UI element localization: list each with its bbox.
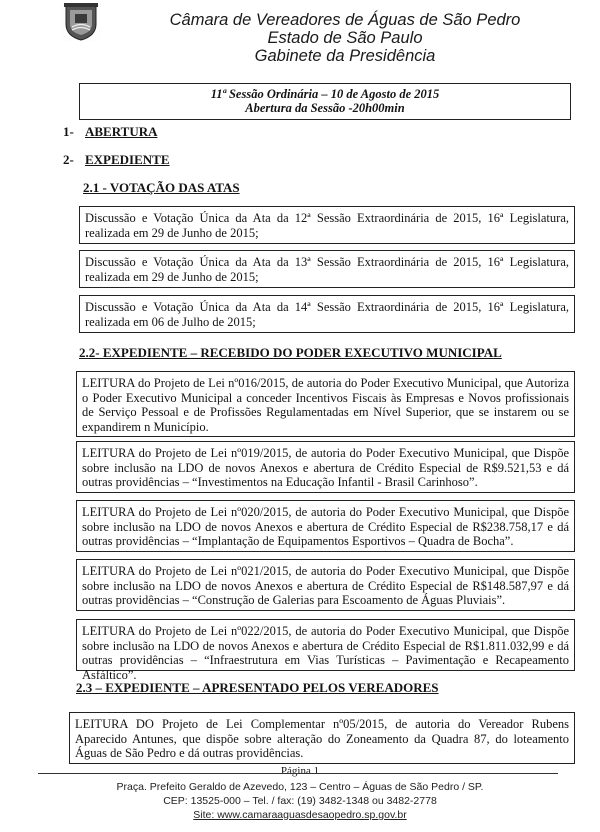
executivo-item: LEITURA do Projeto de Lei nº021/2015, de autoria do Poder Executivo Municipal, que Dispõe sobre inclusão na LDO de novos Anexos e abertura de Crédito Especial de R$148.587,97 e dá outras providências – “Construção de Galerias para Escoamento de Águas Pluviais”. bbox=[76, 559, 575, 611]
session-title: 11ª Sessão Ordinária – 10 de Agosto de 2015 bbox=[210, 87, 440, 101]
footer-site: Site: www.camaraaguasdesaopedro.sp.gov.br bbox=[193, 809, 407, 821]
section-label: ABERTURA bbox=[85, 124, 158, 139]
section-abertura bbox=[63, 124, 158, 140]
vereadores-item: LEITURA DO Projeto de Lei Complementar nº05/2015, de autoria do Vereador Rubens Aparecido Antunes, que dispõe sobre alteração do Zoneamento da Quadra 87, do loteamento Águas de São Pedro e dá outras providências. bbox=[69, 712, 575, 764]
section-label: EXPEDIENTE bbox=[85, 152, 170, 167]
section-number: 2- bbox=[63, 152, 74, 167]
ata-item: Discussão e Votação Única da Ata da 12ª Sessão Extraordinária de 2015, 16ª Legislatura, realizada em 29 de Junho de 2015; bbox=[79, 206, 575, 244]
subsection-votacao-atas: 2.1 - VOTAÇÃO DAS ATAS bbox=[83, 180, 240, 195]
executivo-item: LEITURA do Projeto de Lei nº016/2015, de autoria do Poder Executivo Municipal, que Autoriza o Poder Executivo Municipal a conceder Incentivos Fiscais às Empresas e Novos profissionais de Serviço Pessoal e de Profissões Regulamentadas em Nível Superior, que se instarem ou se expandirem n Município. bbox=[76, 371, 575, 437]
state-name: Estado de São Paulo bbox=[267, 29, 423, 47]
section-expediente bbox=[63, 152, 170, 168]
executivo-item: LEITURA do Projeto de Lei nº020/2015, de autoria do Poder Executivo Municipal, que Dispõe sobre inclusão na LDO de novos Anexos e abertura de Crédito Especial de R$238.758,17 e dá outras providências – “Implantação de Equipamentos Esportivos – Quadra de Bocha”. bbox=[76, 500, 575, 552]
executivo-item: LEITURA do Projeto de Lei nº022/2015, de autoria do Poder Executivo Municipal, que Dispõe sobre inclusão na LDO de novos Anexos e abertura de Crédito Especial de R$1.811.032,99 e dá outras providências – “Infraestrutura em Vias Turísticas – Pavimentação e Recapeamento Asfáltico”. bbox=[76, 619, 575, 671]
footer-address: Praça. Prefeito Geraldo de Azevedo, 123 – Centro – Águas de São Pedro / SP. bbox=[116, 781, 484, 793]
chamber-name: Câmara de Vereadores de Águas de São Pedro bbox=[169, 11, 521, 29]
coat-of-arms-logo bbox=[58, 2, 104, 42]
footer-phone: CEP: 13525-000 – Tel. / fax: (19) 3482-1348 ou 3482-2778 bbox=[163, 795, 437, 807]
ata-item: Discussão e Votação Única da Ata da 13ª Sessão Extraordinária de 2015, 16ª Legislatura, realizada em 29 de Junho de 2015; bbox=[79, 250, 575, 288]
footer-divider bbox=[38, 773, 558, 774]
ata-item: Discussão e Votação Única da Ata da 14ª Sessão Extraordinária de 2015, 16ª Legislatura, realizada em 06 de Julho de 2015; bbox=[79, 295, 575, 333]
executivo-item: LEITURA do Projeto de Lei nº019/2015, de autoria do Poder Executivo Municipal, que Dispõe sobre inclusão na LDO de novos Anexos e abertura de Crédito Especial de R$9.521,53 e dá outras providências – “Investimentos na Educação Infantil - Brasil Carinhoso”. bbox=[76, 441, 575, 493]
session-opening-time: Abertura da Sessão -20h00min bbox=[245, 101, 405, 115]
page-number: Página 1 bbox=[280, 765, 320, 777]
subsection-executivo: 2.2- EXPEDIENTE – RECEBIDO DO PODER EXECUTIVO MUNICIPAL bbox=[79, 345, 502, 360]
section-number: 1- bbox=[63, 124, 74, 139]
session-info-box bbox=[79, 83, 571, 120]
subsection-vereadores: 2.3 – EXPEDIENTE – APRESENTADO PELOS VEREADORES bbox=[76, 680, 439, 695]
office-name: Gabinete da Presidência bbox=[254, 47, 436, 65]
